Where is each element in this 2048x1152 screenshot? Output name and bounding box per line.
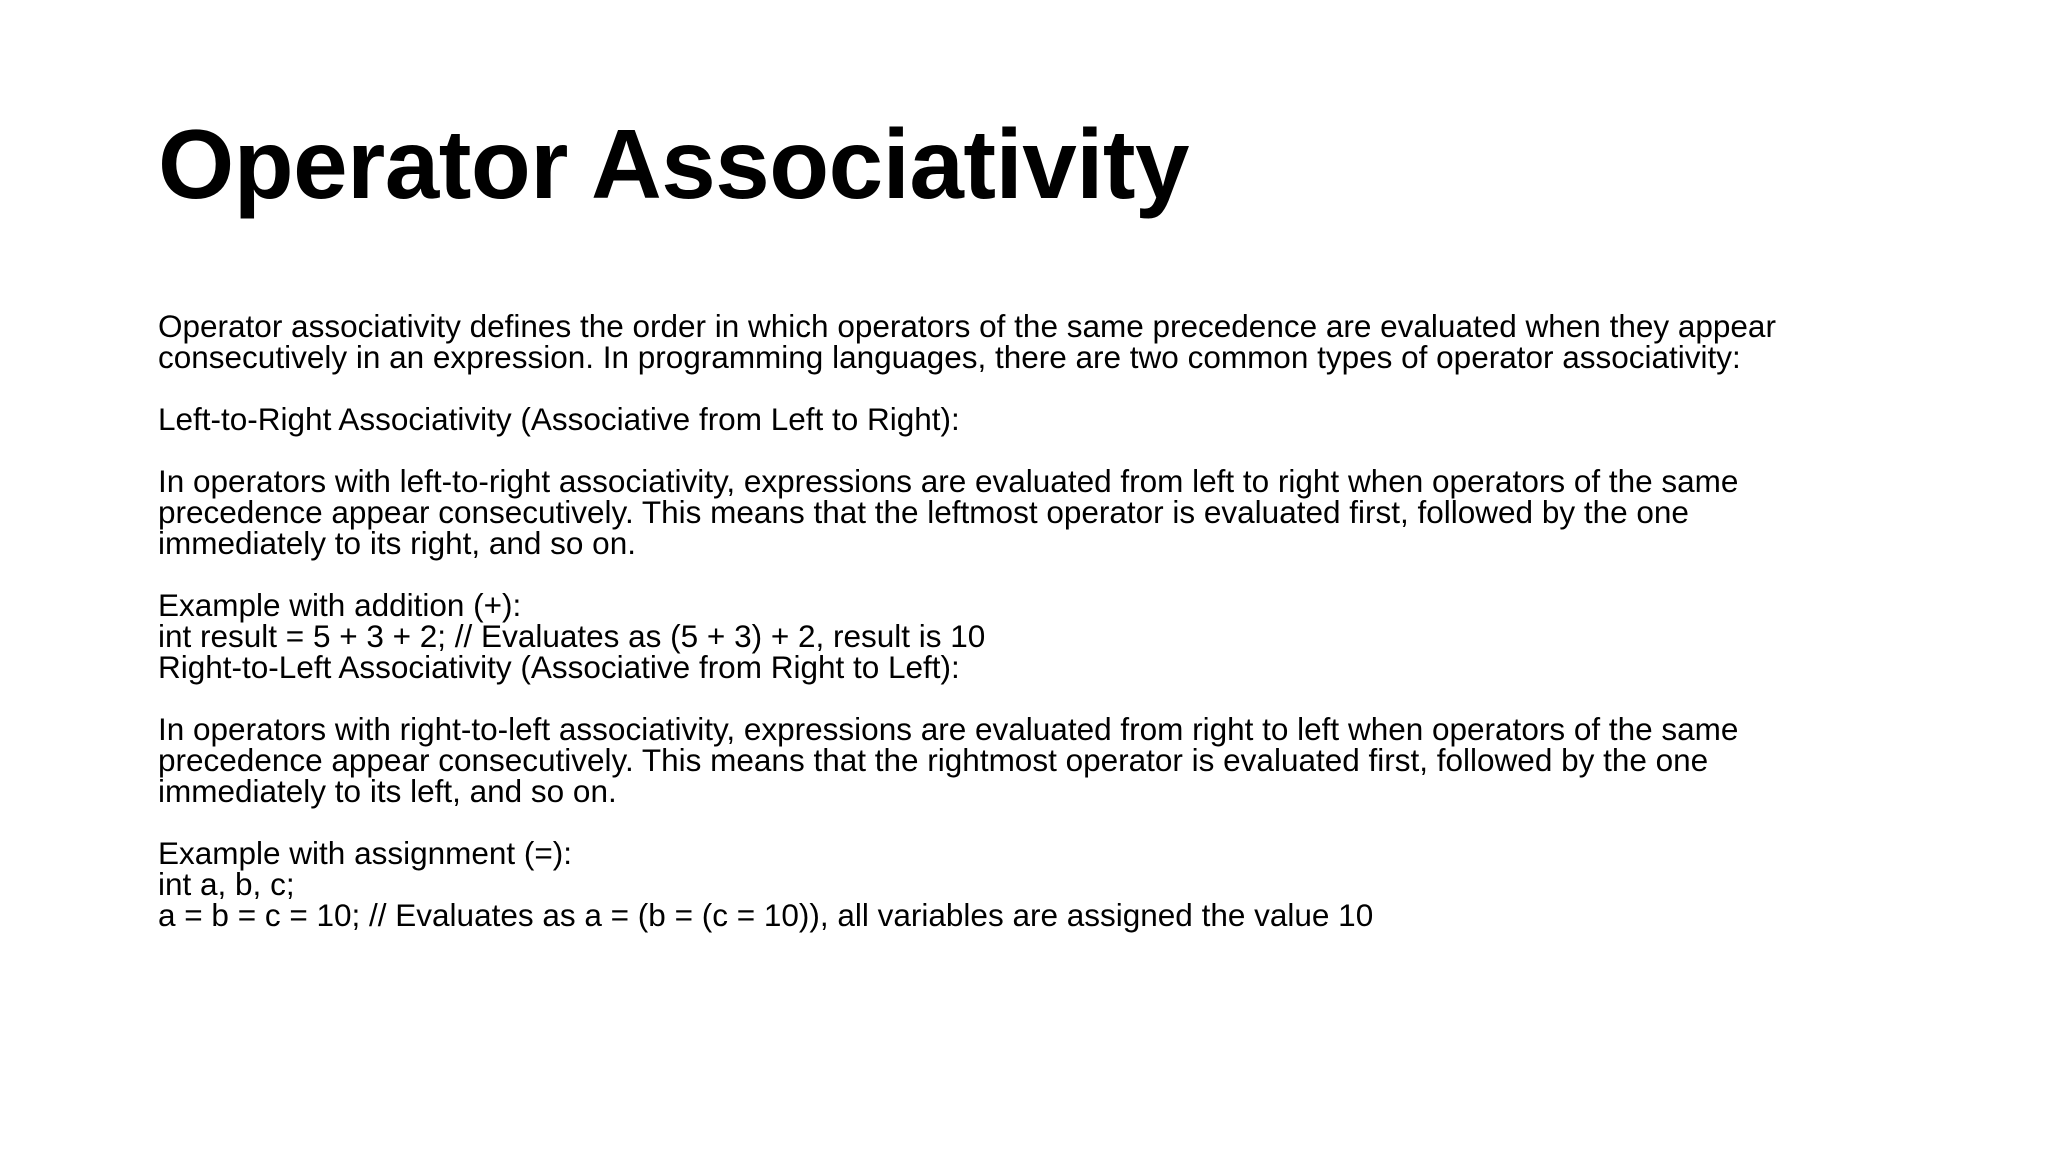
slide-title: Operator Associativity	[158, 109, 1190, 219]
body-line-intro-2: consecutively in an expression. In programming languages, there are two common types of operator associativity:	[158, 339, 1741, 375]
body-line-ltr-desc-3: immediately to its right, and so on.	[158, 525, 636, 561]
body-line-rtl-desc-3: immediately to its left, and so on.	[158, 773, 617, 809]
body-line-ltr-heading: Left-to-Right Associativity (Associative from Left to Right):	[158, 401, 960, 437]
body-line-rtl-example-code-2: a = b = c = 10; // Evaluates as a = (b = (c = 10)), all variables are assigned the value 10	[158, 897, 1374, 933]
body-line-ltr-desc-1: In operators with left-to-right associativity, expressions are evaluated from left to right when operators of the same	[158, 463, 1739, 499]
blank-line	[158, 807, 1978, 838]
blank-line	[158, 435, 1978, 466]
body-line-ltr-desc-2: precedence appear consecutively. This means that the leftmost operator is evaluated first, followed by the one	[158, 494, 1689, 530]
body-line-rtl-example-label: Example with assignment (=):	[158, 835, 573, 871]
body-line-rtl-desc-2: precedence appear consecutively. This means that the rightmost operator is evaluated first, followed by the one	[158, 742, 1709, 778]
slide-body	[158, 308, 1978, 933]
body-line-rtl-example-code-1: int a, b, c;	[158, 866, 295, 902]
body-line-ltr-example-label: Example with addition (+):	[158, 587, 522, 623]
body-line-rtl-heading: Right-to-Left Associativity (Associative from Right to Left):	[158, 649, 960, 685]
blank-line	[158, 683, 1978, 714]
blank-line	[158, 373, 1978, 404]
body-line-rtl-desc-1: In operators with right-to-left associativity, expressions are evaluated from right to left when operators of the same	[158, 711, 1739, 747]
blank-line	[158, 559, 1978, 590]
body-line-ltr-example-code: int result = 5 + 3 + 2; // Evaluates as (5 + 3) + 2, result is 10	[158, 618, 986, 654]
body-line-intro-1: Operator associativity defines the order in which operators of the same precedence are evaluated when they appear	[158, 308, 1776, 344]
